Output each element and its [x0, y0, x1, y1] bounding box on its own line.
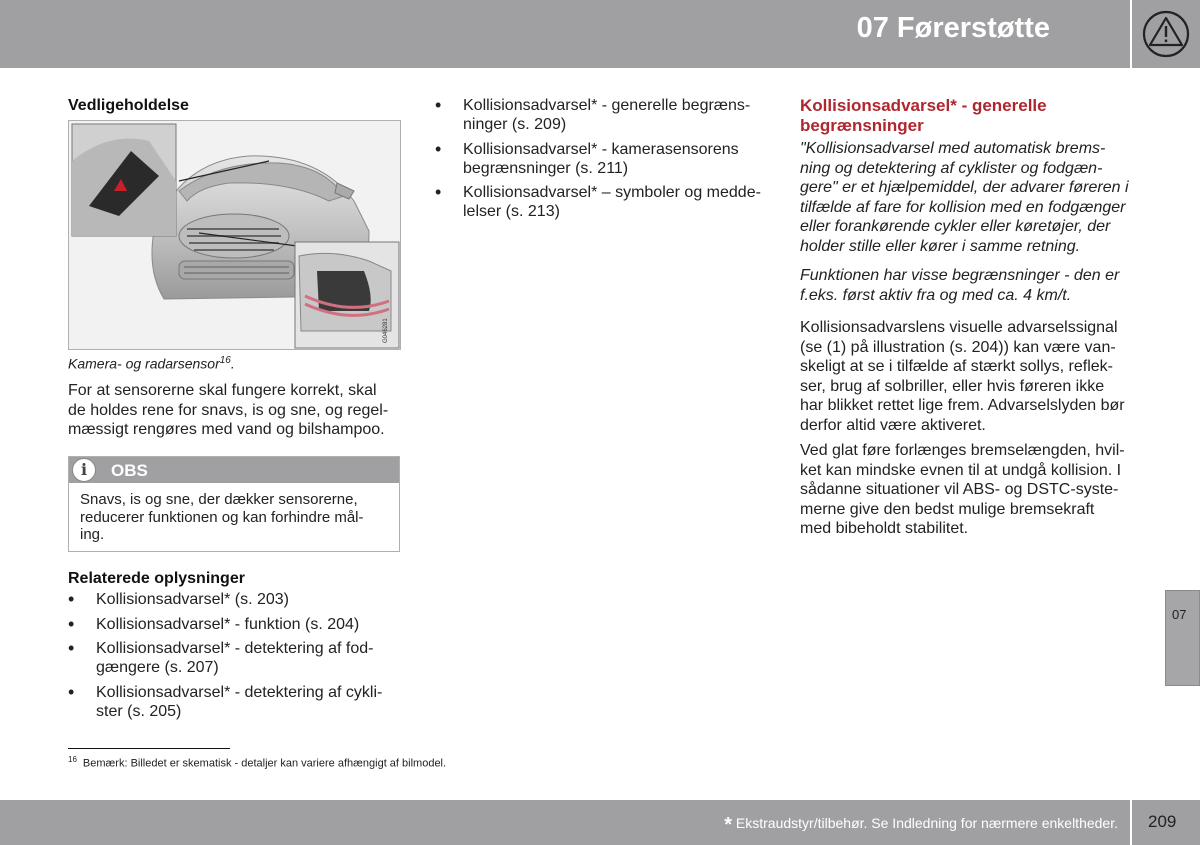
- slippery-road-paragraph: Ved glat føre forlænges bremselængden, hvil- ket kan mindske evnen til at undgå kollision. I sådanne situationer vil ABS- og DSTC-syste- merne give den bedst mulige bremsekraft med bibeholdt stabilitet.: [800, 442, 1125, 537]
- list-item[interactable]: • Kollisionsadvarsel* - generelle begræns- ninger (s. 209): [435, 96, 775, 134]
- related-info-heading: Relaterede oplysninger: [68, 570, 245, 587]
- sensor-illustration: [68, 120, 401, 350]
- chapter-icon-box: [1132, 0, 1200, 68]
- list-item[interactable]: • Kollisionsadvarsel* - kamerasensorens begrænsninger (s. 211): [435, 140, 775, 178]
- figure-code: G046281: [383, 318, 389, 343]
- maintenance-paragraph: For at sensorerne skal fungere korrekt, skal de holdes rene for snavs, is og sne, og regel- mæssigt rengøres med vand og bilshampoo.: [68, 382, 389, 438]
- list-item[interactable]: • Kollisionsadvarsel* - detektering af fod- gængere (s. 207): [68, 639, 398, 677]
- chapter-title: 07 Førerstøtte: [856, 12, 1050, 44]
- obs-header: [69, 457, 399, 483]
- chapter-side-tab[interactable]: [1165, 590, 1200, 686]
- limitation-italic-paragraph: Funktionen har visse begrænsninger - den er f.eks. først aktiv fra og med ca. 4 km/t.: [800, 267, 1120, 304]
- footnote-rule: [68, 748, 230, 749]
- info-icon: i: [72, 458, 96, 482]
- page-number-box: [1132, 800, 1200, 845]
- section-heading-maintenance: Vedligeholdelse: [68, 97, 189, 114]
- footnote: $^{16}$ Bemærk: Billedet er skematisk - detaljer kan variere afhængigt af bilmodel.: [68, 755, 447, 770]
- visual-signal-paragraph: Kollisionsadvarslens visuelle advarselssignal (se (1) på illustration (s. 204)) kan være van- skeligt at se i tilfælde af stærkt sollys, reflek- ser, brug af solbriller, eller hvis føreren ikke har blikket rettet lige frem. Advarselslyden bør derfor altid være aktiveret.: [800, 319, 1125, 434]
- intro-italic-paragraph: "Kollisionsadvarsel med automatisk brems- ning og detektering af cyklister og fodgæn- gere" er et hjælpemiddel, der advarer føreren i tilfælde af fare for kollision med en fodgænger eller forankørende cykler eller køretøjer, der holder stille eller kører i samme retning.: [800, 140, 1129, 255]
- accessory-note: * Ekstraudstyr/tilbehør. Se Indledning for nærmere enkeltheder.: [724, 814, 1118, 836]
- related-links-list: [435, 96, 775, 227]
- chapter-tab-label: 07: [1172, 607, 1187, 622]
- list-item[interactable]: • Kollisionsadvarsel* - funktion (s. 204): [68, 615, 398, 634]
- page-footer: [0, 800, 1130, 845]
- list-item[interactable]: • Kollisionsadvarsel* - detektering af cykli- ster (s. 205): [68, 683, 398, 721]
- related-info-list: [68, 590, 398, 726]
- list-item[interactable]: • Kollisionsadvarsel* – symboler og medde- lelser (s. 213): [435, 183, 775, 221]
- figure-caption: Kamera- og radarsensor$^{16}$.: [68, 355, 235, 372]
- chapter-header: [0, 0, 1130, 68]
- obs-label: OBS: [111, 461, 148, 480]
- warning-triangle-icon: [1141, 9, 1191, 59]
- obs-notice-box: [68, 456, 400, 552]
- section-heading-limitations: Kollisionsadvarsel* - generelle begrænsninger: [800, 96, 1047, 135]
- page-number: 209: [1148, 812, 1177, 831]
- list-item[interactable]: • Kollisionsadvarsel* (s. 203): [68, 590, 398, 609]
- obs-text: Snavs, is og sne, der dækker sensorerne, reducerer funktionen og kan forhindre mål- ing.: [80, 491, 364, 543]
